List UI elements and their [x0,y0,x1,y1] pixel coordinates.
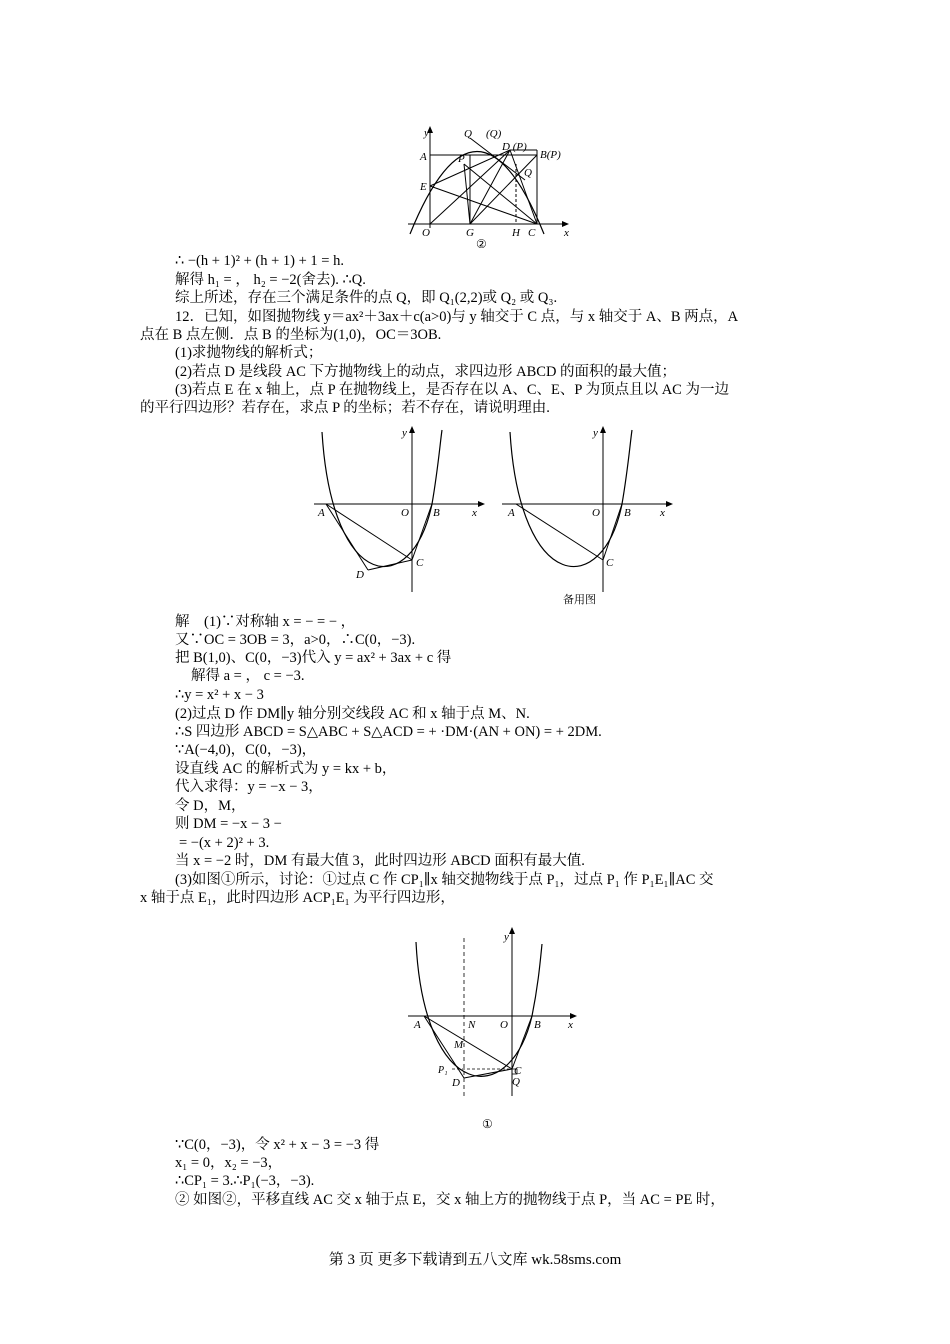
text-line: 解得 h₁ = ， h₂ = −2(舍去). ∴Q. [175,272,366,288]
label-y: y [504,931,509,943]
problem-line: 的平行四边形？若存在，求点 P 的坐标；若不存在，请说明理由. [140,400,550,416]
label-x: x [472,507,477,519]
figure-1-caption: ① [482,1117,493,1131]
problem-line: (2)若点 D 是线段 AC 下方抛物线上的动点，求四边形 ABCD 的面积的最大值； [175,364,677,380]
solution-line: ∴S 四边形 ABCD = S△ABC + S△ACD = + ·DM·(AN + ON) = + 2DM. [175,724,602,740]
problem-line: (3)若点 E 在 x 轴上，点 P 在抛物线上，是否存在以 A、C、E、P 为顶点且以 AC 为一边 [175,382,729,398]
label-y: y [402,427,407,439]
label-H: H [512,227,520,239]
solution-line: (2)过点 D 作 DM∥y 轴分别交线段 AC 和 x 轴于点 M、N. [175,706,530,722]
label-x: x [660,507,665,519]
label-D: D [452,1077,460,1089]
text-line: x₁ = 0，x₂ = −3， [175,1155,283,1171]
solution-line: 解 (1)∵对称轴 x = − = − ， [175,614,356,630]
label-A: A [420,151,427,163]
label-C: C [416,557,424,569]
text-line: ② 如图②，平移直线 AC 交 x 轴于点 E，交 x 轴上方的抛物线于点 P，当 AC = PE 时， [175,1192,725,1208]
label-B: B [534,1019,541,1031]
label-A: A [508,507,515,519]
solution-line: 解得 a = ， c = −3. [191,668,305,684]
label-P: P [458,153,465,165]
label-Q-right: Q [524,167,532,179]
label-C: C [606,557,614,569]
label-x: x [564,227,569,239]
figure-2 [404,124,576,248]
solution-line: 则 DM = −x − 3 − [175,816,282,832]
label-O: O [592,507,600,519]
solution-line: ∴y = x² + x − 3 [175,687,264,703]
figure-caption-backup: 备用图 [563,594,596,606]
solution-line: ∵A(−4,0)，C(0，−3)， [175,742,317,758]
figure-problem-left [312,424,492,594]
text-line: ∴CP₁ = 3.∴P₁(−3，−3). [175,1173,315,1189]
label-P1: P₁ [438,1065,448,1076]
label-C: C [514,1065,522,1077]
label-D: D [356,569,364,581]
text-line: ∴ −(h + 1)² + (h + 1) + 1 = h. [175,253,344,269]
solution-line: 当 x = −2 时，DM 有最大值 3，此时四边形 ABCD 面积有最大值. [175,853,585,869]
figure-problem-right [500,424,680,594]
label-B: B [624,507,631,519]
label-x: x [568,1019,573,1031]
page-footer: 第 3 页 更多下载请到五八文库 wk.58sms.com [328,1252,622,1268]
text-line: ∵C(0，−3)，令 x² + x − 3 = −3 得 [175,1137,380,1153]
figure-2-caption: ② [476,237,487,248]
solution-line: 令 D，M， [175,798,246,814]
label-O: O [500,1019,508,1031]
label-D-P: D (P) [502,141,527,153]
solution-line: 把 B(1,0)、C(0，−3)代入 y = ax² + 3ax + c 得 [175,650,452,666]
problem-line: 点在 B 点左侧．点 B 的坐标为(1,0)，OC＝3OB. [140,327,442,343]
label-A: A [318,507,325,519]
solution-line: 设直线 AC 的解析式为 y = kx + b， [175,761,397,777]
label-Q: Q [512,1076,520,1088]
label-Q-paren: (Q) [486,128,502,140]
label-A: A [414,1019,421,1031]
figure-1 [404,924,584,1136]
solution-line: (3)如图①所示，讨论：①过点 C 作 CP₁∥x 轴交抛物线于点 P₁，过点 P₁ 作 P₁E₁∥AC 交 [175,872,714,888]
label-M: M [454,1039,464,1051]
solution-line: 代入求得：y = −x − 3， [175,779,323,795]
label-E: E [420,181,427,193]
label-Q-top: Q [464,128,472,140]
text-line: 综上所述，存在三个满足条件的点 Q，即 Q₁(2,2)或 Q₂ 或 Q₃. [175,290,558,306]
label-y: y [424,127,429,139]
label-B-P: B(P) [540,149,561,161]
label-B: B [433,507,440,519]
solution-line: 又∵OC = 3OB = 3，a>0，∴C(0，−3). [175,632,416,648]
problem-line: (1)求抛物线的解析式； [175,345,323,361]
label-O: O [401,507,409,519]
solution-line: x 轴于点 E₁，此时四边形 ACP₁E₁ 为平行四边形， [140,890,455,906]
label-N: N [468,1019,476,1031]
label-O: O [422,227,430,239]
problem-line: 12．已知，如图抛物线 y＝ax²＋3ax＋c(a>0)与 y 轴交于 C 点，与 x 轴交于 A、B 两点，A [175,309,739,325]
label-G: G [466,227,474,239]
label-C: C [528,227,536,239]
label-y: y [593,427,598,439]
solution-line: = −(x + 2)² + 3. [179,835,270,851]
